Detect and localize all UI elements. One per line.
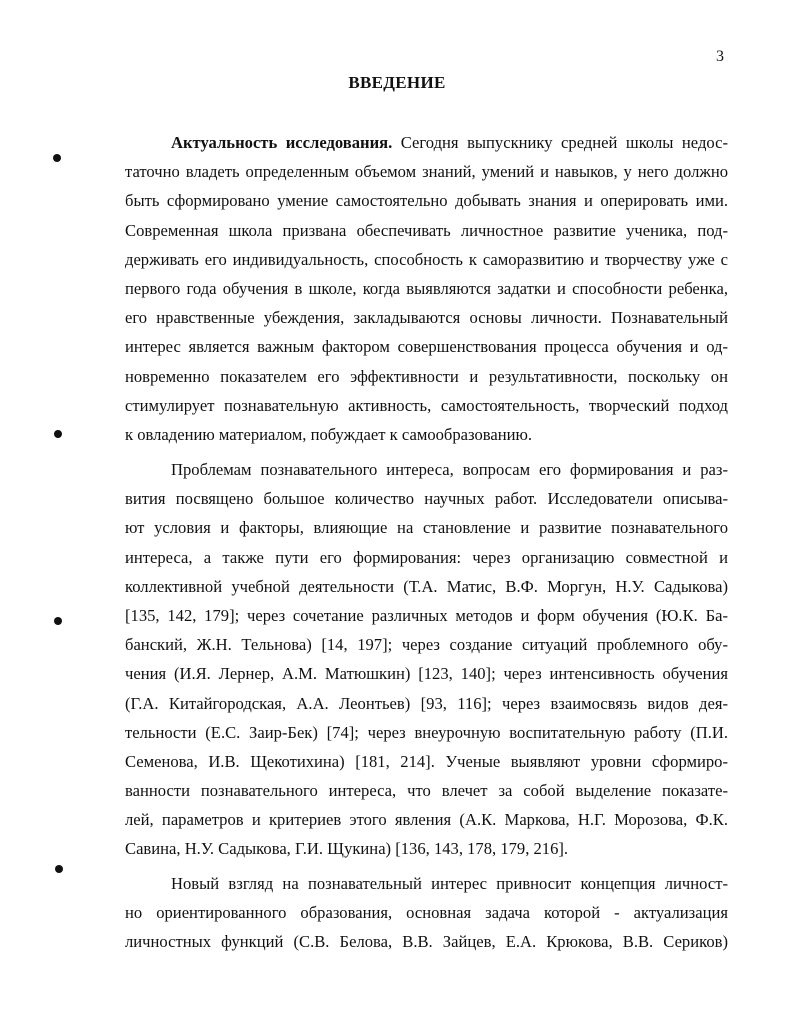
text-line: интерес является важным фактором совершенствования процесса обучения и од-	[125, 337, 728, 357]
paragraph-new-approach	[125, 869, 728, 957]
text-line: первого года обучения в школе, когда выявляются задатки и способности ребенка,	[125, 278, 728, 298]
text-line: чения (И.Я. Лернер, А.М. Матюшкин) [123, 140]; через интенсивность обучения	[125, 664, 728, 684]
lead-bold-text: Актуальность исследования.	[171, 133, 393, 152]
text-line: Современная школа призвана обеспечивать личностное развитие ученика, под-	[125, 220, 728, 240]
text-line: Новый взгляд на познавательный интерес привносит концепция личност-	[171, 874, 728, 893]
text-line: ют условия и факторы, влияющие на становление и развитие познавательного	[125, 518, 728, 538]
text-line: держивать его индивидуальность, способность к саморазвитию и творчеству уже с	[125, 249, 728, 269]
text-line: Семенова, И.В. Щекотихина) [181, 214]. Ученые выявляют уровни сформиро-	[125, 751, 728, 771]
text-line: [135, 142, 179]; через сочетание различных методов и форм обучения (Ю.К. Ба-	[125, 605, 728, 625]
text-line: к овладению материалом, побуждает к самообразованию.	[125, 424, 533, 444]
text-line: Савина, Н.У. Садыкова, Г.И. Щукина) [136, 143, 178, 179, 216].	[125, 839, 569, 859]
text-line: вития посвящено большое количество научных работ. Исследователи описыва-	[125, 489, 728, 509]
text-line: его нравственные убеждения, закладываются основы личности. Познавательный	[125, 308, 728, 328]
margin-punch-mark	[54, 430, 62, 438]
margin-punch-mark	[55, 865, 63, 873]
text-line	[125, 128, 728, 157]
text-line: интереса, а также пути его формирования: через организацию совместной и	[125, 547, 728, 567]
text-line: но ориентированного образования, основная задача которой - актуализация	[125, 903, 728, 923]
text-line: Проблемам познавательного интереса, вопросам его формирования и раз-	[171, 460, 728, 479]
margin-punch-mark	[54, 617, 62, 625]
text-line: личностных функций (С.В. Белова, В.В. Зайцев, Е.А. Крюкова, В.В. Сериков)	[125, 932, 728, 952]
paragraph-relevance	[125, 128, 728, 449]
text-line: ванности познавательного интереса, что влечет за собой выделение показате-	[125, 781, 728, 801]
text-fragment: Сегодня выпускнику средней школы недос-	[392, 133, 728, 152]
paragraph-research-overview	[125, 455, 728, 864]
section-heading: ВВЕДЕНИЕ	[348, 73, 446, 92]
text-line: банский, Ж.Н. Тельнова) [14, 197]; через создание ситуаций проблемного обу-	[125, 635, 728, 655]
text-line: тельности (Е.С. Заир-Бек) [74]; через внеурочную воспитательную работу (П.И.	[125, 722, 728, 742]
text-line: коллективной учебной деятельности (Т.А. Матис, В.Ф. Моргун, Н.У. Садыкова)	[125, 576, 728, 596]
margin-punch-mark	[53, 154, 61, 162]
text-line: быть сформировано умение самостоятельно добывать знания и оперировать ими.	[125, 191, 728, 211]
page-number: 3	[716, 48, 724, 65]
text-line: таточно владеть определенным объемом знаний, умений и навыков, у него должно	[125, 162, 728, 182]
text-line: новременно показателем его эффективности и результативности, поскольку он	[125, 366, 728, 386]
text-line: лей, параметров и критериев этого явления (А.К. Маркова, Н.Г. Морозова, Ф.К.	[125, 810, 728, 830]
text-line: стимулирует познавательную активность, самостоятельность, творческий подход	[125, 395, 728, 415]
text-line: (Г.А. Китайгородская, А.А. Леонтьев) [93, 116]; через взаимосвязь видов дея-	[125, 693, 728, 713]
